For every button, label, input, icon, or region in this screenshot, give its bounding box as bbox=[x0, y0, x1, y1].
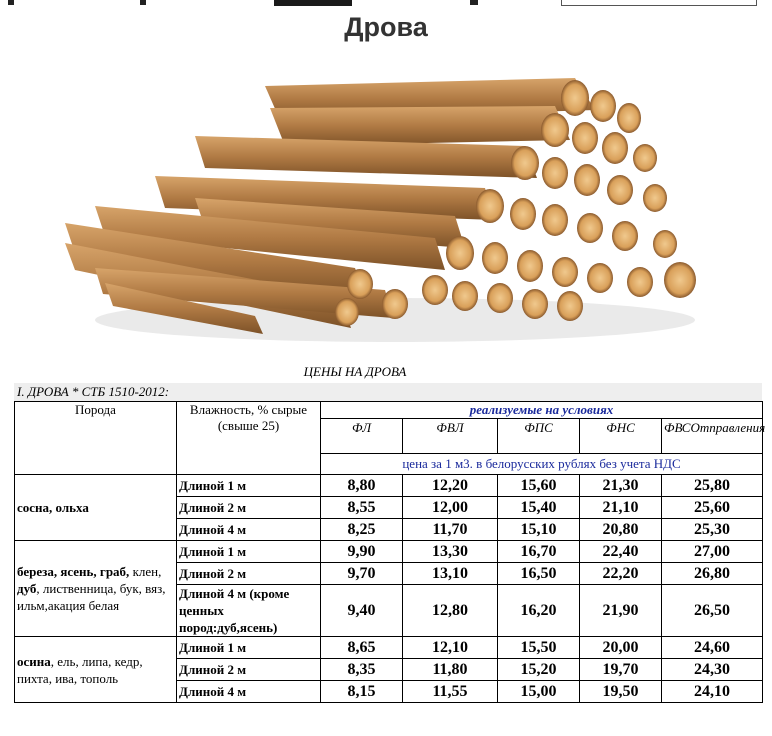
price-cell: 8,15 bbox=[321, 681, 403, 703]
price-cell: 12,80 bbox=[403, 585, 498, 637]
species-text: , ель, липа, кедр, пихта, ива, тополь bbox=[17, 653, 143, 686]
price-cell: 25,30 bbox=[662, 519, 763, 541]
price-cell: 25,80 bbox=[662, 475, 763, 497]
price-unit-note: цена за 1 м3. в белорусских рублях без учета НДС bbox=[321, 454, 763, 475]
price-cell: 15,40 bbox=[498, 497, 580, 519]
species-text: сосна, ольха bbox=[17, 500, 89, 515]
length-cell: Длиной 4 м bbox=[177, 681, 321, 703]
price-cell: 15,00 bbox=[498, 681, 580, 703]
column-header: ФНС bbox=[580, 419, 662, 454]
table-row bbox=[15, 475, 763, 497]
top-strip bbox=[0, 0, 772, 8]
species-text: клен, bbox=[129, 564, 162, 579]
top-strip-fragment bbox=[470, 0, 478, 5]
price-cell: 24,10 bbox=[662, 681, 763, 703]
species-text: , лиственница, бук, вяз, ильм,акация белая bbox=[17, 581, 166, 613]
price-cell: 16,20 bbox=[498, 585, 580, 637]
top-strip-button-fragment[interactable] bbox=[274, 0, 352, 6]
price-cell: 12,20 bbox=[403, 475, 498, 497]
price-cell: 15,20 bbox=[498, 659, 580, 681]
price-cell: 19,70 bbox=[580, 659, 662, 681]
page-title: Дрова bbox=[344, 12, 428, 42]
price-cell: 26,80 bbox=[662, 563, 763, 585]
price-cell: 8,55 bbox=[321, 497, 403, 519]
top-strip-input-fragment[interactable] bbox=[561, 0, 757, 6]
price-cell: 25,60 bbox=[662, 497, 763, 519]
price-table bbox=[14, 401, 766, 703]
price-cell: 20,80 bbox=[580, 519, 662, 541]
price-cell: 8,65 bbox=[321, 637, 403, 659]
price-cell: 19,50 bbox=[580, 681, 662, 703]
column-header: ФВСОтправления bbox=[662, 419, 763, 454]
price-cell: 12,00 bbox=[403, 497, 498, 519]
price-cell: 13,10 bbox=[403, 563, 498, 585]
section-title: I. ДРОВА * СТБ 1510-2012: bbox=[14, 383, 762, 401]
price-cell: 9,90 bbox=[321, 541, 403, 563]
length-cell: Длиной 4 м bbox=[177, 519, 321, 541]
top-strip-fragment bbox=[8, 0, 14, 5]
price-cell: 24,60 bbox=[662, 637, 763, 659]
conditions-header: реализуемые на условиях bbox=[321, 402, 763, 419]
price-cell: 21,10 bbox=[580, 497, 662, 519]
price-cell: 22,40 bbox=[580, 541, 662, 563]
price-cell: 9,40 bbox=[321, 585, 403, 637]
species-header: Порода bbox=[15, 402, 177, 475]
length-cell: Длиной 2 м bbox=[177, 563, 321, 585]
price-cell: 16,50 bbox=[498, 563, 580, 585]
column-header: ФЛ bbox=[321, 419, 403, 454]
humidity-header: Влажность, % сырые (свыше 25) bbox=[177, 402, 321, 475]
price-cell: 20,00 bbox=[580, 637, 662, 659]
price-cell: 16,70 bbox=[498, 541, 580, 563]
price-cell: 11,70 bbox=[403, 519, 498, 541]
price-cell: 11,80 bbox=[403, 659, 498, 681]
species-cell bbox=[15, 541, 177, 637]
price-cell: 15,10 bbox=[498, 519, 580, 541]
price-cell: 21,90 bbox=[580, 585, 662, 637]
price-cell: 8,25 bbox=[321, 519, 403, 541]
price-cell: 22,20 bbox=[580, 563, 662, 585]
species-cell bbox=[15, 637, 177, 703]
column-header: ФПС bbox=[498, 419, 580, 454]
species-cell bbox=[15, 475, 177, 541]
price-cell: 13,30 bbox=[403, 541, 498, 563]
species-text: осина bbox=[17, 653, 51, 669]
length-cell: Длиной 1 м bbox=[177, 637, 321, 659]
top-strip-fragment bbox=[140, 0, 146, 5]
price-cell: 9,70 bbox=[321, 563, 403, 585]
price-cell: 27,00 bbox=[662, 541, 763, 563]
length-cell: Длиной 1 м bbox=[177, 475, 321, 497]
price-cell: 21,30 bbox=[580, 475, 662, 497]
price-cell: 15,50 bbox=[498, 637, 580, 659]
length-cell: Длиной 2 м bbox=[177, 659, 321, 681]
price-cell: 15,60 bbox=[498, 475, 580, 497]
table-row bbox=[15, 637, 763, 659]
price-cell: 8,80 bbox=[321, 475, 403, 497]
firewood-image bbox=[55, 58, 715, 358]
table-caption: ЦЕНЫ НА ДРОВА bbox=[303, 364, 407, 379]
price-cell: 26,50 bbox=[662, 585, 763, 637]
column-header: ФВЛ bbox=[403, 419, 498, 454]
price-cell: 11,55 bbox=[403, 681, 498, 703]
length-cell: Длиной 2 м bbox=[177, 497, 321, 519]
species-text: дуб bbox=[17, 581, 37, 596]
length-cell: Длиной 1 м bbox=[177, 541, 321, 563]
price-cell: 8,35 bbox=[321, 659, 403, 681]
price-cell: 24,30 bbox=[662, 659, 763, 681]
species-text: береза, ясень, граб, bbox=[17, 564, 130, 579]
table-row bbox=[15, 541, 763, 563]
price-cell: 12,10 bbox=[403, 637, 498, 659]
length-cell: Длиной 4 м (кроме ценных пород:дуб,ясень) bbox=[177, 585, 321, 637]
